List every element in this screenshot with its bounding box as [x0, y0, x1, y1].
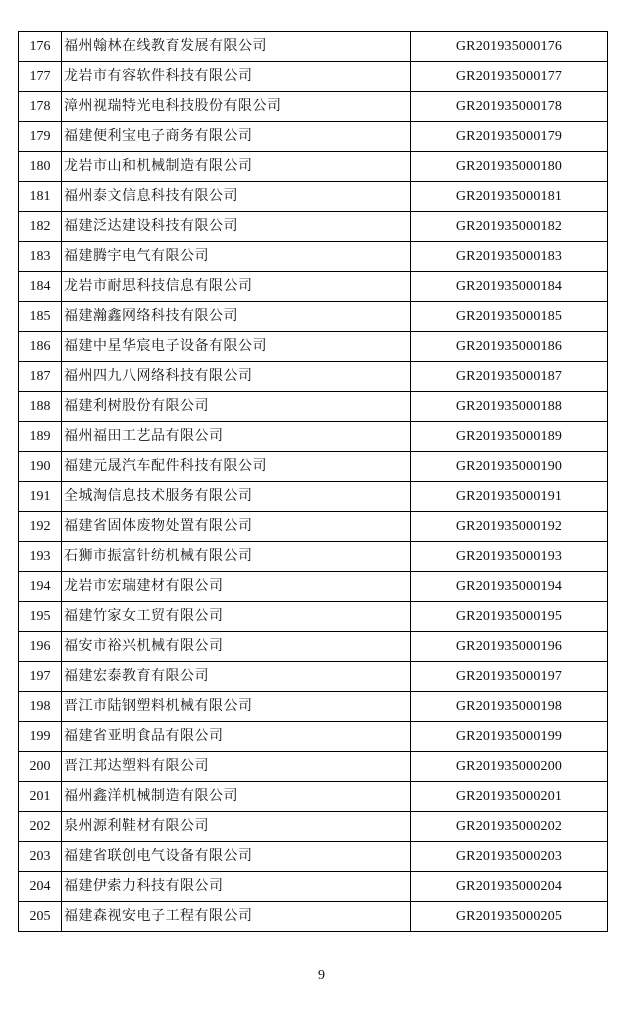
table-row [19, 392, 608, 422]
company-name-cell: 龙岩市宏瑞建材有限公司 [62, 572, 411, 602]
table-row [19, 512, 608, 542]
company-name-cell: 龙岩市有容软件科技有限公司 [62, 62, 411, 92]
company-name-cell: 福建伊索力科技有限公司 [62, 872, 411, 902]
certificate-code-cell: GR201935000204 [411, 872, 608, 902]
table-row [19, 152, 608, 182]
company-name-cell: 福建瀚鑫网络科技有限公司 [62, 302, 411, 332]
row-number-cell: 179 [19, 122, 62, 152]
company-name-cell: 福建利树股份有限公司 [62, 392, 411, 422]
certificate-code-cell: GR201935000183 [411, 242, 608, 272]
company-name-cell: 福建森视安电子工程有限公司 [62, 902, 411, 932]
company-name-cell: 福建中星华宸电子设备有限公司 [62, 332, 411, 362]
company-name-cell: 福建元晟汽车配件科技有限公司 [62, 452, 411, 482]
certificate-code-cell: GR201935000197 [411, 662, 608, 692]
row-number-cell: 202 [19, 812, 62, 842]
table-row [19, 332, 608, 362]
company-name-cell: 福建便利宝电子商务有限公司 [62, 122, 411, 152]
certificate-code-cell: GR201935000180 [411, 152, 608, 182]
certificate-code-cell: GR201935000184 [411, 272, 608, 302]
certificate-code-cell: GR201935000188 [411, 392, 608, 422]
table-row [19, 272, 608, 302]
row-number-cell: 194 [19, 572, 62, 602]
table-row [19, 872, 608, 902]
table-row [19, 782, 608, 812]
table-row [19, 122, 608, 152]
company-name-cell: 福建省固体废物处置有限公司 [62, 512, 411, 542]
row-number-cell: 178 [19, 92, 62, 122]
table-row [19, 662, 608, 692]
table-row [19, 692, 608, 722]
row-number-cell: 183 [19, 242, 62, 272]
table-row [19, 602, 608, 632]
company-name-cell: 全城淘信息技术服务有限公司 [62, 482, 411, 512]
table-row [19, 62, 608, 92]
table-row [19, 302, 608, 332]
table-row [19, 632, 608, 662]
company-name-cell: 福建竹家女工贸有限公司 [62, 602, 411, 632]
row-number-cell: 176 [19, 32, 62, 62]
company-name-cell: 福建省联创电气设备有限公司 [62, 842, 411, 872]
company-name-cell: 福州四九八网络科技有限公司 [62, 362, 411, 392]
table-row [19, 902, 608, 932]
page-number: 9 [318, 968, 325, 983]
certificate-code-cell: GR201935000194 [411, 572, 608, 602]
table-row [19, 32, 608, 62]
table-row [19, 482, 608, 512]
company-name-cell: 福州泰文信息科技有限公司 [62, 182, 411, 212]
company-name-cell: 石狮市振富针纺机械有限公司 [62, 542, 411, 572]
certificate-code-cell: GR201935000189 [411, 422, 608, 452]
row-number-cell: 185 [19, 302, 62, 332]
company-list-table [18, 31, 608, 932]
row-number-cell: 188 [19, 392, 62, 422]
table-row [19, 542, 608, 572]
row-number-cell: 181 [19, 182, 62, 212]
row-number-cell: 182 [19, 212, 62, 242]
company-name-cell: 福建腾宇电气有限公司 [62, 242, 411, 272]
table-row [19, 572, 608, 602]
certificate-code-cell: GR201935000192 [411, 512, 608, 542]
certificate-code-cell: GR201935000193 [411, 542, 608, 572]
table-row [19, 212, 608, 242]
certificate-code-cell: GR201935000186 [411, 332, 608, 362]
table-row [19, 452, 608, 482]
certificate-code-cell: GR201935000198 [411, 692, 608, 722]
company-name-cell: 福州鑫洋机械制造有限公司 [62, 782, 411, 812]
row-number-cell: 201 [19, 782, 62, 812]
company-name-cell: 泉州源利鞋材有限公司 [62, 812, 411, 842]
table-row [19, 362, 608, 392]
certificate-code-cell: GR201935000199 [411, 722, 608, 752]
row-number-cell: 193 [19, 542, 62, 572]
certificate-code-cell: GR201935000187 [411, 362, 608, 392]
row-number-cell: 177 [19, 62, 62, 92]
row-number-cell: 189 [19, 422, 62, 452]
table-row [19, 812, 608, 842]
row-number-cell: 180 [19, 152, 62, 182]
certificate-code-cell: GR201935000195 [411, 602, 608, 632]
company-name-cell: 晋江邦达塑料有限公司 [62, 752, 411, 782]
table-row [19, 182, 608, 212]
certificate-code-cell: GR201935000179 [411, 122, 608, 152]
row-number-cell: 196 [19, 632, 62, 662]
certificate-code-cell: GR201935000201 [411, 782, 608, 812]
table-row [19, 242, 608, 272]
company-name-cell: 福建省亚明食品有限公司 [62, 722, 411, 752]
company-name-cell: 龙岩市山和机械制造有限公司 [62, 152, 411, 182]
certificate-code-cell: GR201935000205 [411, 902, 608, 932]
table-row [19, 842, 608, 872]
certificate-code-cell: GR201935000185 [411, 302, 608, 332]
row-number-cell: 197 [19, 662, 62, 692]
row-number-cell: 198 [19, 692, 62, 722]
row-number-cell: 204 [19, 872, 62, 902]
certificate-code-cell: GR201935000190 [411, 452, 608, 482]
row-number-cell: 192 [19, 512, 62, 542]
company-name-cell: 晋江市陆钢塑料机械有限公司 [62, 692, 411, 722]
row-number-cell: 195 [19, 602, 62, 632]
certificate-code-cell: GR201935000181 [411, 182, 608, 212]
row-number-cell: 186 [19, 332, 62, 362]
company-name-cell: 福建泛达建设科技有限公司 [62, 212, 411, 242]
certificate-code-cell: GR201935000203 [411, 842, 608, 872]
table-row [19, 92, 608, 122]
certificate-code-cell: GR201935000177 [411, 62, 608, 92]
table-row [19, 722, 608, 752]
row-number-cell: 190 [19, 452, 62, 482]
certificate-code-cell: GR201935000182 [411, 212, 608, 242]
row-number-cell: 199 [19, 722, 62, 752]
row-number-cell: 187 [19, 362, 62, 392]
row-number-cell: 200 [19, 752, 62, 782]
table-body [19, 32, 608, 932]
company-name-cell: 福建宏泰教育有限公司 [62, 662, 411, 692]
certificate-code-cell: GR201935000191 [411, 482, 608, 512]
certificate-code-cell: GR201935000176 [411, 32, 608, 62]
company-name-cell: 福安市裕兴机械有限公司 [62, 632, 411, 662]
company-name-cell: 漳州视瑞特光电科技股份有限公司 [62, 92, 411, 122]
company-name-cell: 福州福田工艺品有限公司 [62, 422, 411, 452]
company-name-cell: 福州翰林在线教育发展有限公司 [62, 32, 411, 62]
row-number-cell: 191 [19, 482, 62, 512]
certificate-code-cell: GR201935000196 [411, 632, 608, 662]
row-number-cell: 184 [19, 272, 62, 302]
certificate-code-cell: GR201935000178 [411, 92, 608, 122]
certificate-code-cell: GR201935000200 [411, 752, 608, 782]
table-row [19, 422, 608, 452]
table-row [19, 752, 608, 782]
company-name-cell: 龙岩市耐思科技信息有限公司 [62, 272, 411, 302]
row-number-cell: 203 [19, 842, 62, 872]
row-number-cell: 205 [19, 902, 62, 932]
certificate-code-cell: GR201935000202 [411, 812, 608, 842]
